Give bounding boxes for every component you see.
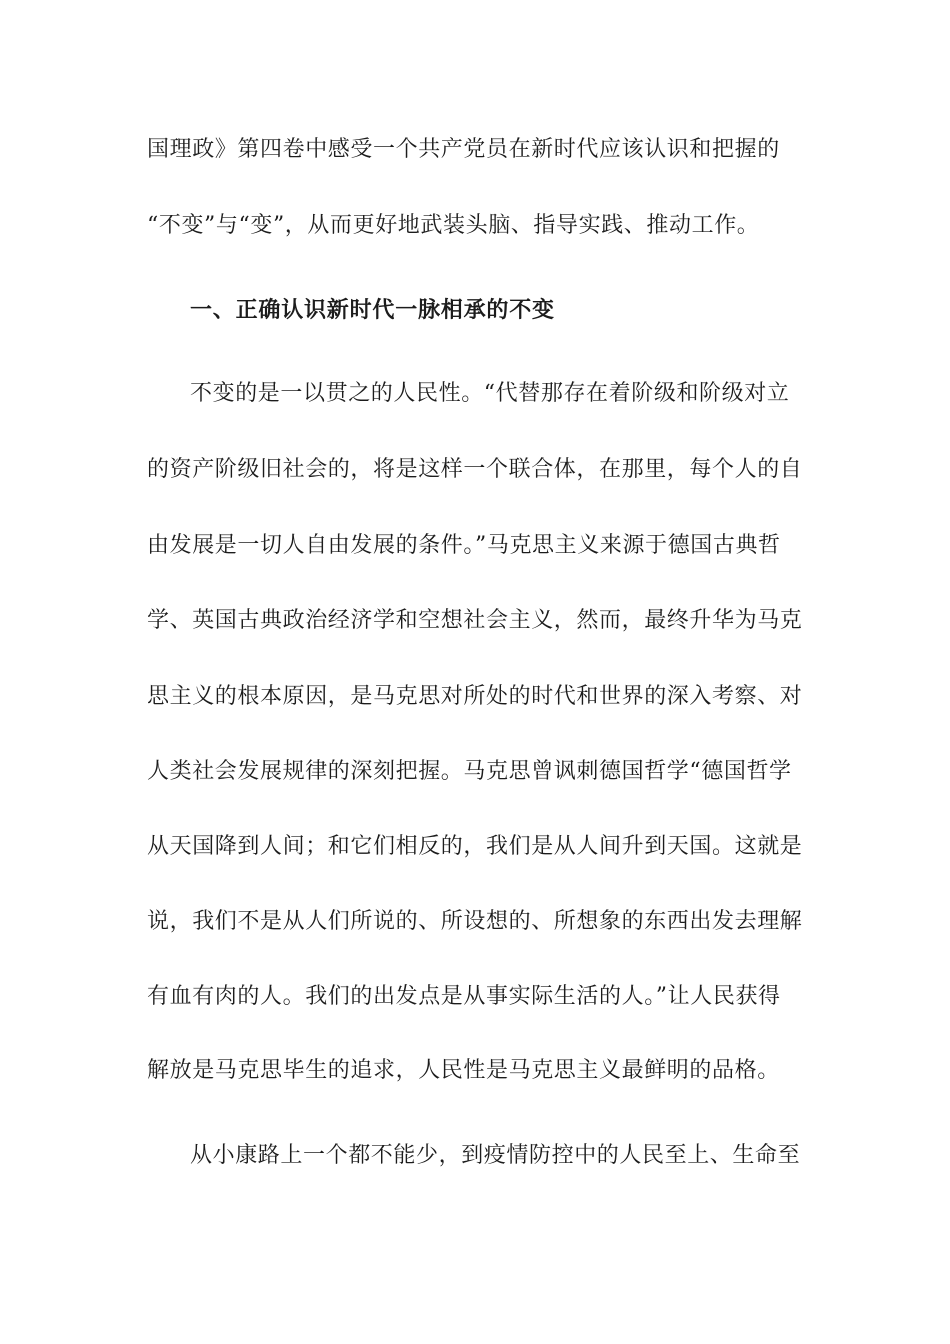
section-heading: 一、正确认识新时代一脉相承的不变 [190,298,555,323]
paragraph-line: 说，我们不是从人们所说的、所设想的、所想象的东西出发去理解 [147,909,803,934]
paragraph-line: 从天国降到人间；和它们相反的，我们是从人间升到天国。这就是 [147,834,803,859]
paragraph-line: “不变”与“变”，从而更好地武装头脑、指导实践、推动工作。 [147,213,760,238]
paragraph-line: 由发展是一切人自由发展的条件。”马克思主义来源于德国古典哲 [147,533,781,558]
paragraph-first-line: 从小康路上一个都不能少，到疫情防控中的人民至上、生命至 [190,1143,801,1168]
paragraph-first-line: 不变的是一以贯之的人民性。“代替那存在着阶级和阶级对立 [190,381,790,406]
paragraph-line: 学、英国古典政治经济学和空想社会主义，然而，最终升华为马克 [147,608,803,633]
paragraph-line: 有血有肉的人。我们的出发点是从事实际生活的人。”让人民获得 [147,984,781,1009]
paragraph-line: 国理政》第四卷中感受一个共产党员在新时代应该认识和把握的 [147,137,780,162]
paragraph-line: 解放是马克思毕生的追求，人民性是马克思主义最鲜明的品格。 [147,1058,780,1083]
paragraph-line: 人类社会发展规律的深刻把握。马克思曾讽刺德国哲学“德国哲学 [147,759,792,784]
paragraph-line: 的资产阶级旧社会的，将是这样一个联合体，在那里，每个人的自 [147,457,803,482]
paragraph-line: 思主义的根本原因，是马克思对所处的时代和世界的深入考察、对 [147,684,803,709]
